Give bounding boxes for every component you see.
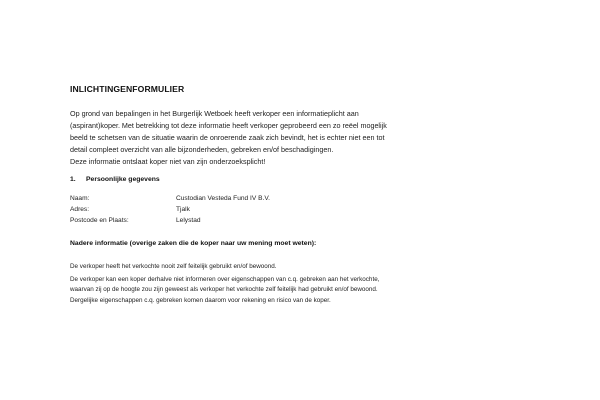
section-title: Persoonlijke gegevens <box>86 176 160 183</box>
intro-line: (aspirant)koper. Met betrekking tot deze informatie heeft verkoper geprobeerd een zo reëel mogelijk <box>70 121 387 130</box>
intro-paragraph <box>70 108 540 168</box>
info-row-name <box>70 193 270 204</box>
intro-line: Op grond van bepalingen in het Burgerlijk Wetboek heeft verkoper een informatieplicht aan <box>70 109 359 118</box>
further-info-body <box>70 262 540 306</box>
info-label: Adres: <box>70 206 90 213</box>
personal-data-table <box>70 193 270 226</box>
info-value: Tjalk <box>176 206 190 213</box>
intro-line: beeld te schetsen van de situatie waarin de onroerende zaak zich bevindt, het is echter niet een tot <box>70 133 385 142</box>
info-value: Lelystad <box>176 217 201 224</box>
intro-line: detail compleet overzicht van alle bijzonderheden, gebreken en/of beschadigingen. <box>70 145 334 154</box>
intro-line: Deze informatie ontslaat koper niet van zijn onderzoeksplicht! <box>70 157 266 166</box>
info-value: Custodian Vesteda Fund IV B.V. <box>176 195 270 202</box>
further-info-heading: Nadere informatie (overige zaken die de koper naar uw mening moet weten): <box>70 240 317 247</box>
info-row-postcode-city <box>70 215 270 226</box>
document-title: INLICHTINGENFORMULIER <box>70 84 185 94</box>
info-row-address <box>70 204 270 215</box>
info-label: Postcode en Plaats: <box>70 217 129 224</box>
body-line: Dergelijke eigenschappen c.q. gebreken komen daarom voor rekening en risico van de koper. <box>70 296 331 304</box>
section-heading-personal-data <box>70 176 160 183</box>
info-label: Naam: <box>70 195 90 202</box>
body-paragraph: De verkoper heeft het verkochte nooit zelf feitelijk gebruikt en/of bewoond. <box>70 263 277 270</box>
section-number: 1. <box>70 176 76 183</box>
body-line: De verkoper kan een koper derhalve niet informeren over eigenschappen van c.q. gebreken aan het verkochte, <box>70 275 380 283</box>
body-line: waarvan zij op de hoogte zou zijn geweest als verkoper het verkochte zelf feitelijk had gebruikt en/of bewoond. <box>70 286 378 293</box>
